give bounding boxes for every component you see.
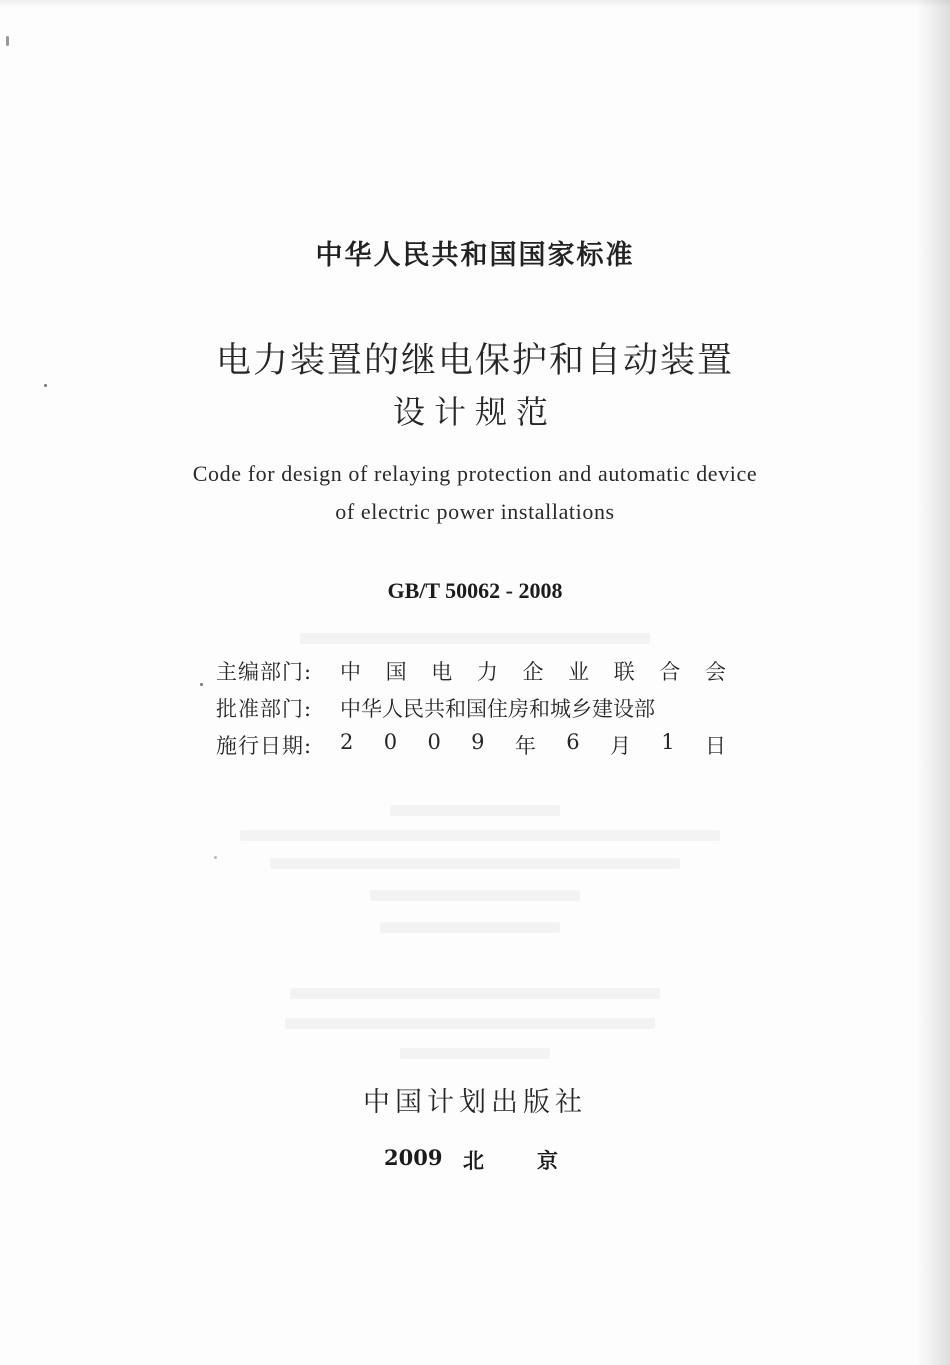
effective-date-value-char: 2 [340,729,354,754]
bleed-through [270,858,680,869]
effective-date-value [340,730,726,760]
approver-row [216,689,726,726]
effective-date-row [216,726,726,763]
bleed-through [370,890,580,901]
bleed-through [285,1018,655,1029]
bleed-through [300,633,650,644]
editor-value-char: 企 [522,659,544,684]
bleed-through [400,1048,550,1059]
editor-value-char: 业 [568,659,590,684]
editor-value-char: 中 [340,659,361,684]
chinese-title-line-1: 电力装置的继电保护和自动装置 [215,341,734,381]
effective-date-value-char: 年 [514,733,536,758]
national-standard-heading: 中华人民共和国国家标准 [315,240,635,271]
editor-value-char: 合 [659,659,681,684]
scan-top-shadow [0,0,950,8]
effective-date-label: 施行日期: [216,733,313,758]
effective-date-value-char: 6 [566,729,580,754]
effective-date-value-char: 0 [427,729,441,754]
editor-row [216,652,726,689]
editor-value-char: 电 [431,659,453,684]
scan-speck [6,36,9,46]
publication-year: 2009 [384,1145,443,1170]
approver-label: 批准部门: [216,696,313,721]
editor-value [340,656,726,686]
effective-date-value-char: 日 [705,733,726,758]
effective-date-value-char: 0 [383,729,398,754]
english-title-line-2: of electric power installations [335,499,615,524]
approver-value: 中华人民共和国住房和城乡建设部 [340,696,655,721]
editor-value-char: 力 [476,659,498,684]
bleed-through [380,922,560,933]
chinese-title-line-2: 设计规范 [392,393,557,431]
bleed-through [390,805,560,816]
publisher-name: 中国计划出版社 [363,1087,587,1118]
standard-code: GB/T 50062 - 2008 [387,578,563,603]
publication-year-city [384,1145,564,1175]
effective-date-value-char: 月 [609,733,631,758]
editor-value-char: 国 [385,659,407,684]
effective-date-value-char: 1 [661,729,675,754]
editor-value-char: 联 [613,659,635,684]
editor-label: 主编部门: [216,659,313,684]
bleed-through [290,988,660,999]
publication-city-char-1: 北 [463,1148,484,1173]
scan-speck [214,856,217,859]
effective-date-value-char: 9 [471,729,485,754]
editor-value-char: 会 [705,659,726,684]
publication-city-char-2: 京 [537,1148,558,1173]
standard-info-block [216,652,726,763]
english-title-line-1: Code for design of relaying protection and automatic device [192,461,758,486]
bleed-through [240,830,720,841]
scan-speck [200,683,203,686]
scan-edge-shadow [916,0,950,1365]
